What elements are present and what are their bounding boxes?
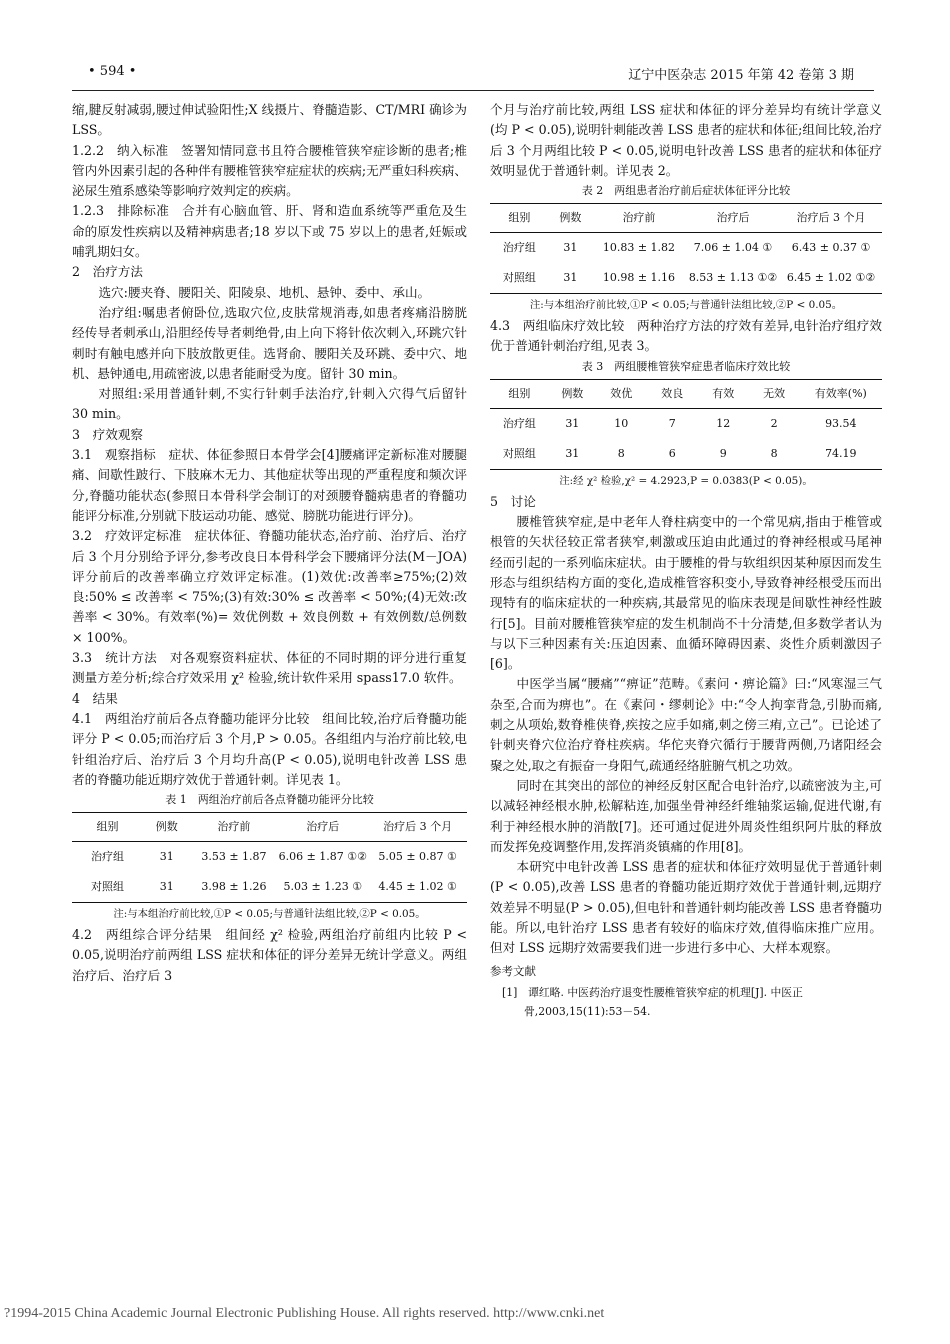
copyright-footer: ?1994-2015 China Academic Journal Electronic Publishing House. All rights reserved. http://www.cnki.net	[4, 1306, 605, 1321]
right-top-paragraphs	[490, 100, 882, 181]
table-row	[72, 842, 467, 873]
table1-header: 治疗后 3 个月	[383, 819, 453, 833]
table2-header: 例数	[559, 211, 582, 225]
table1	[72, 812, 467, 903]
body-paragraph: 4.1 两组治疗前后各点脊髓功能评分比较 组间比较,治疗后脊髓功能评分 P < 0.05;而治疗后 3 个月,P > 0.05。各组组内与治疗前比较,电针组治疗后、治疗后 3 个月均升高(P < 0.05),说明电针改善 LSS 患者的脊髓功能近期疗效优于普通针刺。详见表 1。	[72, 710, 467, 787]
table2	[490, 203, 882, 294]
table3-header: 有效	[712, 386, 735, 400]
body-paragraph: 1.2.3 排除标准 合并有心脑血管、肝、肾和造血系统等严重危及生命的原发性疾病以及精神病患者;18 岁以下或 75 岁以上的患者,妊娠或哺乳期妇女。	[72, 203, 467, 260]
table-cell: 4.45 ± 1.02 ①	[378, 879, 457, 893]
left-after-table	[72, 925, 467, 986]
table3-header: 无效	[763, 386, 786, 400]
table-cell: 7	[668, 416, 676, 430]
table1-header: 治疗前	[217, 819, 251, 833]
left-paragraphs	[72, 100, 467, 790]
table-row	[490, 439, 882, 470]
body-paragraph: 对照组:采用普通针刺,不实行针刺手法治疗,针刺入穴得气后留针 30 min。	[72, 386, 467, 422]
table-cell: 12	[716, 416, 731, 430]
table-cell: 9	[719, 446, 727, 460]
body-paragraph: 中医学当属“腰痛”“痹证”范畴。《素问・痹论篇》曰:“风寒湿三气杂至,合而为痹也”。在《素问・缪刺论》中:“令人拘挛背急,引胁而痛,刺之从项始,数脊椎侠脊,疾按之应手如痛,刺之傍三痏,立己”。已论述了针刺夹脊穴位治疗脊柱疾病。华佗夹脊穴循行于腰背两侧,乃诸阳经会聚之处,取之有振奋一身阳气,疏通经络脏腑气机之功效。	[490, 676, 882, 773]
table1-header-row	[72, 813, 467, 842]
table2-header: 组别	[508, 211, 531, 225]
journal-header: 辽宁中医杂志 2015 年第 42 卷第 3 期	[628, 68, 854, 83]
table-cell: 74.19	[825, 446, 857, 460]
right-mid-paragraphs	[490, 316, 882, 357]
body-paragraph: 同时在其突出的部位的神经反射区配合电针治疗,以疏密波为主,可以减轻神经根水肿,松解粘连,加强坐骨神经纤维轴浆运输,促进代谢,有利于神经根水肿的消散[7]。还可通过促进外周炎性组织阿片肽的释放而发挥免疫调整作用,发挥消炎镇痛的作用[8]。	[490, 777, 882, 854]
table2-header-row	[490, 204, 882, 233]
table-cell: 2	[770, 416, 778, 430]
table-cell: 31	[563, 271, 578, 285]
table-cell: 31	[159, 879, 174, 893]
body-paragraph: 选穴:腰夹脊、腰阳关、阳陵泉、地机、悬钟、委中、承山。	[98, 284, 431, 300]
table-cell: 31	[565, 416, 580, 430]
table-cell: 8.53 ± 1.13 ①②	[688, 271, 778, 285]
table-cell: 8	[770, 446, 778, 460]
table-cell: 7.06 ± 1.04 ①	[693, 241, 773, 255]
right-column	[490, 100, 882, 1021]
table1-caption: 表 1 两组治疗前后各点脊髓功能评分比较	[165, 793, 374, 807]
body-paragraph: 腰椎管狭窄症,是中老年人脊柱病变中的一个常见病,指由于椎管或根管的矢状径较正常者狭窄,刺激或压迫由此通过的脊神经根或马尾神经而引起的一系列临床症状。由于腰椎的骨与软组织因某种原因而发生形态与组织结构方面的变化,造成椎管容积变小,导致脊神经根受压而出现特有的临床症状的一种疾病,其最常见的临床表现是间歇性神经性跛行[5]。目前对腰椎管狭窄症的发生机制尚不十分清楚,但多数学者认为与以下三种因素有关:压迫因素、血循环障碍因素、炎性介质刺激因子[6]。	[490, 514, 882, 672]
section-heading: 2 治疗方法	[72, 264, 143, 280]
left-column	[72, 100, 467, 986]
table-cell: 治疗组	[91, 849, 125, 863]
table2-header: 治疗前	[622, 211, 656, 225]
table2-header: 治疗后	[716, 211, 750, 225]
section-heading: 4 结果	[72, 690, 118, 706]
table-cell: 对照组	[502, 271, 536, 285]
body-paragraph: 3.1 观察指标 症状、体征参照日本骨学会[4]腰痛评定新标准对腰腿痛、间歇性跛行、下肢麻木无力、其他症状等出现的严重程度和频次评分,脊髓功能状态(参照日本骨科学会制订的对颈腰脊髓病患者的脊髓功能评分标准,分别就下肢运动功能、感觉、膀胱功能进行评分)。	[72, 447, 467, 523]
table2-note: 注:与本组治疗前比较,①P < 0.05;与普通针法组比较,②P < 0.05。	[529, 299, 843, 312]
body-paragraph: 个月与治疗前比较,两组 LSS 症状和体征的评分差异均有统计学意义(均 P < 0.05),说明针刺能改善 LSS 患者的症状和体征;组间比较,治疗后 3 个月两组比较 P < 0.05,说明电针改善 LSS 患者的症状和体征疗效明显优于普通针刺。详见表 2。	[490, 102, 882, 178]
table2-header: 治疗后 3 个月	[796, 211, 866, 225]
body-paragraph: 3.2 疗效评定标准 症状体征、脊髓功能状态,治疗前、治疗后、治疗后 3 个月分别给予评分,参考改良日本骨科学会下腰痛评分法(M－JOA)评分前后的改善率确立疗效评定标准。(1)效优:改善率≥75%;(2)效良:50% ≤ 改善率 < 75%;(3)有效:30% ≤ 改善率 < 50%;(4)无效:改善率 < 30%。有效率(%)= 效优例数 + 效良例数 + 有效例数/总例数 × 100%。	[72, 528, 467, 645]
table1-note: 注:与本组治疗前比较,①P < 0.05;与普通针法组比较,②P < 0.05。	[113, 908, 426, 921]
table-cell: 31	[563, 241, 578, 255]
table-cell: 93.54	[825, 416, 857, 430]
body-paragraph: 4.3 两组临床疗效比较 两种治疗方法的疗效有差异,电针治疗组疗效优于普通针刺治疗组,见表 3。	[490, 318, 882, 354]
table1-header: 例数	[155, 819, 178, 833]
table-cell: 31	[159, 849, 174, 863]
body-paragraph: 缩,腱反射减弱,腰过伸试验阳性;X 线摄片、脊髓造影、CT/MRI 确诊为 LSS。	[72, 102, 467, 138]
body-paragraph: 4.2 两组综合评分结果 组间经 χ² 检验,两组治疗前组内比较 P < 0.05,说明治疗前两组 LSS 症状和体征的评分差异无统计学意义。两组治疗后、治疗后 3	[72, 927, 467, 983]
table-cell: 5.03 ± 1.23 ①	[283, 879, 363, 893]
reference-item: [1] 谭红略. 中医药治疗退变性腰椎管狭窄症的机理[J]. 中医正骨,2003,15(11):53－54.	[502, 985, 803, 1018]
table-cell: 3.98 ± 1.26	[201, 879, 267, 893]
table1-header: 治疗后	[306, 819, 340, 833]
table-cell: 对照组	[91, 879, 125, 893]
table-cell: 3.53 ± 1.87	[201, 849, 267, 863]
table-cell: 6.43 ± 0.37 ①	[791, 241, 871, 255]
table-cell: 8	[617, 446, 625, 460]
table-row	[490, 233, 882, 264]
table-cell: 6	[668, 446, 676, 460]
table-cell: 31	[565, 446, 580, 460]
table-cell: 10.98 ± 1.16	[602, 271, 676, 285]
table3	[490, 379, 882, 470]
section-heading: 3 疗效观察	[72, 426, 143, 442]
body-paragraph: 治疗组:嘱患者俯卧位,选取穴位,皮肤常规消毒,如患者疼痛沿膀胱经传导者刺承山,沿胆经传导者刺绝骨,由上向下将针依次刺入,环跳穴针刺时有触电感并向下肢放散更佳。选肾俞、腰阳关及环跳、委中穴、地机、悬钟通电,用疏密波,以患者能耐受为度。留针 30 min。	[72, 304, 467, 381]
body-paragraph: 1.2.2 纳入标准 签署知情同意书且符合腰椎管狭窄症诊断的患者;椎管内外因素引起的各种伴有腰椎管狭窄症症状的疾病;无严重妇科疾病、泌尿生殖系感染等影响疗效判定的疾病。	[72, 142, 467, 199]
table3-note: 注:经 χ² 检验,χ² = 4.2923,P = 0.0383(P < 0.05)。	[559, 474, 813, 487]
table-row	[490, 408, 882, 439]
table3-header: 例数	[561, 386, 584, 400]
body-paragraph: 3.3 统计方法 对各观察资料症状、体征的不同时期的评分进行重复测量方差分析;综合疗效采用 χ² 检验,统计软件采用 spass17.0 软件。	[72, 650, 467, 686]
right-after-table	[490, 492, 882, 959]
table-cell: 10.83 ± 1.82	[602, 241, 676, 255]
header-rule	[72, 90, 874, 91]
table3-header: 组别	[508, 386, 531, 400]
table-cell: 5.05 ± 0.87 ①	[378, 849, 457, 863]
references-title: 参考文献	[490, 963, 536, 978]
table-cell: 治疗组	[502, 416, 536, 430]
table-cell: 6.45 ± 1.02 ①②	[786, 271, 876, 285]
table3-caption: 表 3 两组腰椎管狭窄症患者临床疗效比较	[581, 359, 791, 373]
section-heading: 5 讨论	[490, 493, 536, 509]
table-row	[72, 872, 467, 903]
body-paragraph: 本研究中电针改善 LSS 患者的症状和体征疗效明显优于普通针刺(P < 0.05),改善 LSS 患者的脊髓功能近期疗效优于普通针刺,远期疗效差异不明显(P > 0.05),但电针和普通针刺均能改善 LSS 患者脊髓功能。所以,电针治疗 LSS 患者有较好的临床疗效,值得临床推广应用。但对 LSS 远期疗效需要我们进一步进行多中心、大样本观察。	[490, 859, 882, 956]
table-cell: 对照组	[502, 446, 536, 460]
table-row	[490, 263, 882, 294]
table2-caption: 表 2 两组患者治疗前后症状体征评分比较	[581, 184, 791, 198]
table3-header: 有效率(%)	[814, 386, 867, 400]
table1-header: 组别	[96, 819, 119, 833]
table-cell: 6.06 ± 1.87 ①②	[278, 849, 367, 863]
table3-header-row	[490, 379, 882, 408]
table-cell: 治疗组	[502, 241, 536, 255]
table-cell: 10	[614, 416, 629, 430]
table3-header: 效优	[610, 386, 633, 400]
table3-header: 效良	[661, 386, 684, 400]
page-number: • 594 •	[88, 64, 137, 79]
